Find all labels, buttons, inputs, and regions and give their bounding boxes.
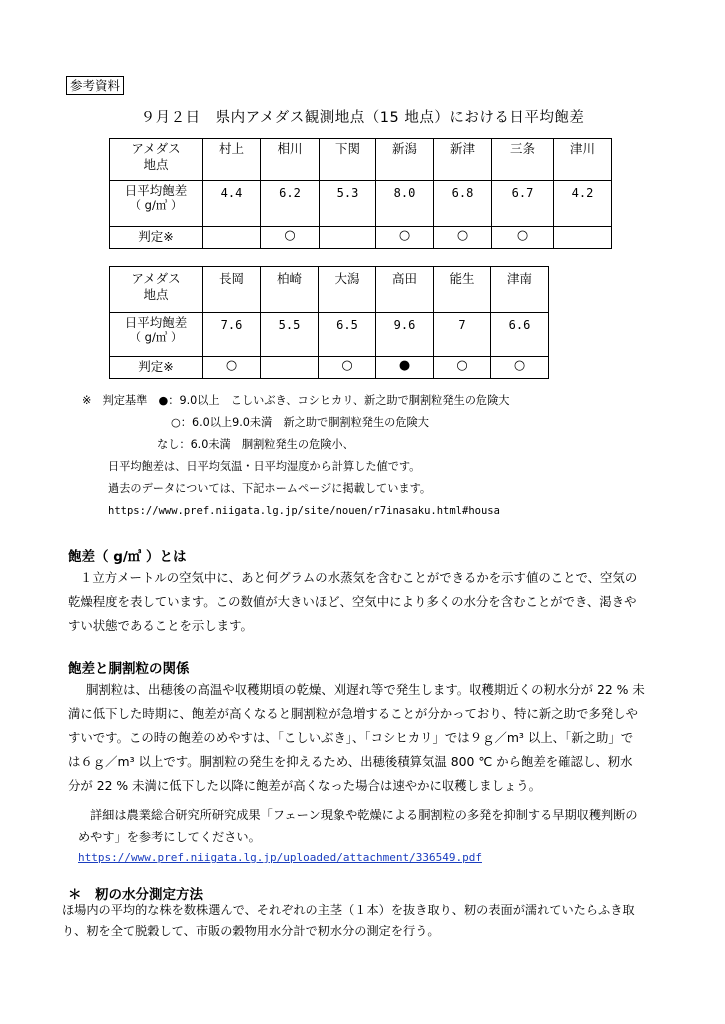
value-cell [376,181,434,227]
value-cell [376,313,434,357]
judgement-cell [203,357,261,379]
paragraph-line: 分が 22 % 未満に低下した以降に飽差が高くなった場合は速やかに収穫しましょう。 [68,778,542,793]
value-cell [320,181,376,227]
paragraph-line: り、籾を全て脱穀して、市販の穀物用水分計で籾水分の測定を行う。 [62,924,440,938]
station-cell [376,139,434,181]
station-name: 柏崎 [276,271,302,286]
value: 6.8 [451,186,474,200]
value: 4.2 [571,186,594,200]
row-header-stations [110,139,203,181]
value: 4.4 [220,186,243,200]
saturation-table-2 [109,266,549,379]
judgement-mark: ○ [341,358,353,373]
note-past-data: 過去のデータについては、下記ホームページに掲載しています。 [108,482,432,495]
judgement-mark: ○ [516,228,529,243]
judgement-mark: ○ [225,358,238,373]
note-criteria-filled: ※ 判定基準 ●：9.0以上 こしいぶき、コシヒカリ、新之助で胴割粒発生の危険大 [82,394,510,407]
row-header-line: 日平均飽差 [124,183,188,198]
value: 6.5 [336,318,358,332]
row-header-stations [110,267,203,313]
station-cell [434,139,492,181]
value: 6.6 [508,318,531,332]
station-cell [261,267,319,313]
station-cell [320,139,376,181]
judgement-mark: ○ [456,228,469,243]
station-name: 下関 [334,141,360,156]
page-title: ９月２日 県内アメダス観測地点（15 地点）における日平均飽差 [140,110,585,126]
table-row-stations [110,267,549,313]
table-row-stations [110,139,612,181]
station-name: 新潟 [391,141,417,156]
station-cell [261,139,320,181]
value-cell [434,181,492,227]
value-cell [492,181,554,227]
value: 8.0 [393,186,416,200]
judgement-cell [261,357,319,379]
judgement-cell [492,227,554,249]
section-body-saturation [68,566,668,638]
station-name: 長岡 [218,271,244,286]
value: 7 [458,318,466,332]
judgement-mark: ○ [398,228,411,243]
row-header-line: 判定※ [138,359,174,374]
note-calculation: 日平均飽差は、日平均気温・日平均湿度から計算した値です。 [108,460,421,473]
paragraph-line: 乾燥程度を表しています。この数値が大きいほど、空気中により多くの水分を含むことができ、渇きや [68,594,637,609]
section-heading-moisture: ＊ 籾の水分測定方法 [68,887,203,903]
section-body-relationship [68,678,668,798]
station-cell [203,267,261,313]
row-header-line: （ g/㎥ ） [129,198,183,212]
station-cell [203,139,261,181]
value: 9.6 [393,318,416,332]
station-name: 新津 [449,141,475,156]
section-body-moisture [62,900,672,942]
judgement-cell [319,357,376,379]
table-row-values [110,313,549,357]
value: 6.2 [279,186,301,200]
station-name: 大潟 [334,271,360,286]
station-name: 三条 [509,141,535,156]
value-cell [491,313,549,357]
station-name: 津川 [569,141,595,156]
value-cell [554,181,612,227]
notes [78,390,698,522]
value-cell [261,181,320,227]
station-cell [491,267,549,313]
judgement-cell [491,357,549,379]
section-heading-relationship: 飽差と胴割粒の関係 [68,661,190,677]
paragraph-line: １立方メートルの空気中に、あと何グラムの水蒸気を含むことができるかを示す値のことで、空気の [80,570,638,585]
station-name: 相川 [277,141,303,156]
value-cell [319,313,376,357]
past-data-url: https://www.pref.niigata.lg.jp/site/nouen/r7inasaku.html#housa [108,505,500,517]
value: 5.5 [278,318,301,332]
section-heading-saturation: 飽差（ g/㎥ ）とは [68,549,187,565]
judgement-cell [376,227,434,249]
paragraph-line: めやす」を参考にしてください。 [78,830,261,844]
judgement-mark: ○ [456,358,468,373]
judgement-cell [261,227,320,249]
paragraph-line: 詳細は農業総合研究所研究成果「フェーン現象や乾燥による胴割粒の多発を抑制する早期収穫判断の [90,808,638,822]
saturation-table-1 [109,138,612,249]
row-header-judgement [110,357,203,379]
judgement-cell [376,357,434,379]
value-cell [203,313,261,357]
judgement-mark: ○ [284,228,296,243]
station-cell [554,139,612,181]
value: 5.3 [336,186,359,200]
paragraph-line: ほ場内の平均的な株を数株選んで、それぞれの主茎（１本）を抜き取り、籾の表面が濡れていたらふき取 [62,903,635,917]
value: 7.6 [220,318,243,332]
paragraph-line: 胴割粒は、出穂後の高温や収穫期頃の乾燥、刈遅れ等で発生します。収穫期近くの籾水分が 22 % 未 [86,682,645,697]
value: 6.7 [511,186,534,200]
row-header-line: アメダス [131,141,181,156]
value-cell [203,181,261,227]
note-criteria-open: ○：6.0以上9.0未満 新之助で胴割粒発生の危険大 [171,416,429,429]
judgement-cell [320,227,376,249]
row-header-line: アメダス [131,271,181,286]
row-header-line: 判定※ [138,229,174,244]
paragraph-line: すい状態であることを示します。 [68,618,253,633]
row-header-values [110,181,203,227]
row-header-line: （ g/㎥ ） [129,330,183,344]
value-cell [434,313,491,357]
station-cell [492,139,554,181]
value-cell [261,313,319,357]
judgement-cell [554,227,612,249]
note-criteria-none: なし：6.0未満 胴割粒発生の危険小、 [157,438,354,451]
row-header-line: 地点 [143,157,169,172]
row-header-judgement [110,227,203,249]
station-cell [376,267,434,313]
table-row-judgement [110,357,549,379]
research-result-link[interactable]: https://www.pref.niigata.lg.jp/uploaded/attachment/336549.pdf [78,851,482,864]
station-name: 高田 [391,271,417,286]
station-cell [434,267,491,313]
judgement-mark: ● [398,358,411,373]
judgement-cell [434,227,492,249]
row-header-line: 日平均飽差 [124,315,188,330]
judgement-cell [203,227,261,249]
reference-badge: 参考資料 [66,76,124,95]
judgement-mark: ○ [513,358,526,373]
station-cell [319,267,376,313]
station-name: 津南 [506,271,532,286]
paragraph-line: すいです。この時の飽差のめやすは、「こしいぶき」、「コシヒカリ」では９ｇ／m³ 以上、「新之助」で [68,730,634,745]
station-name: 能生 [449,271,475,286]
table-row-values [110,181,612,227]
table-row-judgement [110,227,612,249]
row-header-line: 地点 [143,287,169,302]
row-header-values [110,313,203,357]
judgement-cell [434,357,491,379]
station-name: 村上 [218,141,244,156]
paragraph-line: は６ｇ／m³ 以上です。胴割粒の発生を抑えるため、出穂後積算気温 800 ℃ から飽差を確認し、籾水 [68,754,633,769]
detail-reference [78,804,678,848]
paragraph-line: 満に低下した時期に、飽差が高くなると胴割粒が急増することが分かっており、特に新之助で多発しや [68,706,638,721]
